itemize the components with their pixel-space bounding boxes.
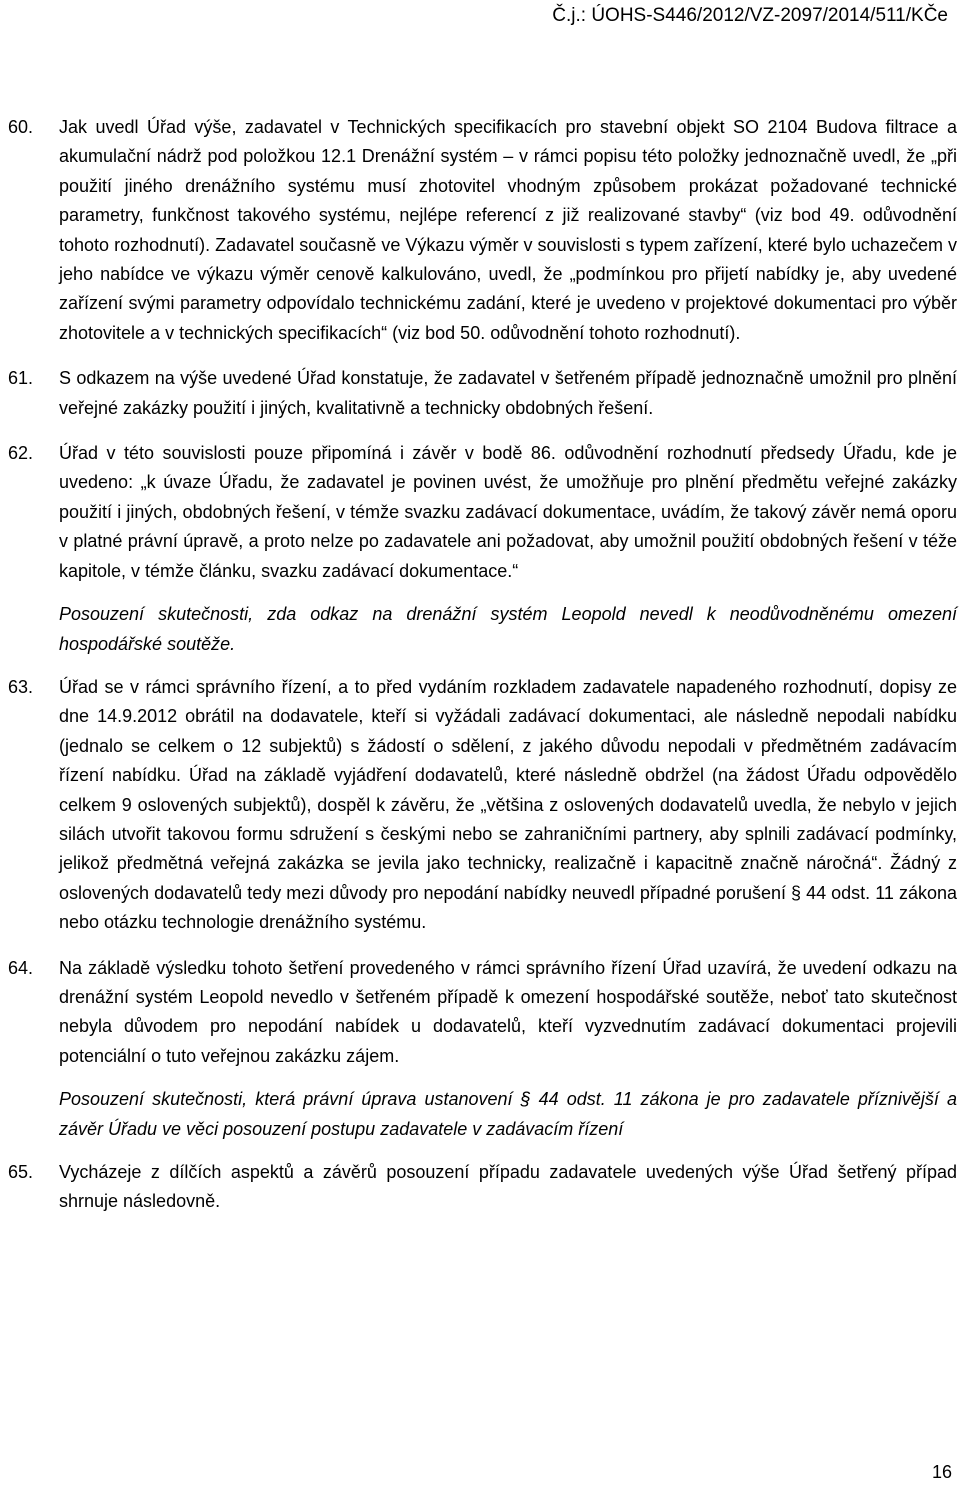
paragraph-text: Jak uvedl Úřad výše, zadavatel v Technických specifikacích pro stavební objekt SO 2104 Budova filtrace a akumulační nádrž pod položkou 12.1 Drenážní systém – v rámci popisu této položky jednoznačně uvedl, že „při použití jiného drenážního systému musí zhotovitel vhodným způsobem prokázat požadované technické parametry, funkčnost takového systému, nejlépe referencí z již realizované stavby“ (viz bod 49. odůvodnění tohoto rozhodnutí). Zadavatel současně ve Výkazu výměr v souvislosti s typem zařízení, které bylo uchazečem v jeho nabídce ve výkazu výměr cenově kalkulováno, uvedl, že „podmínkou pro přijetí nabídky je, aby uvedené zařízení svými parametry odpovídalo technickému zadání, které je uvedeno v projektové dokumentaci pro výběr zhotovitele a v technických specifikacích“ (viz bod 50. odůvodnění tohoto rozhodnutí). (59, 117, 957, 343)
paragraph-text: Vycházeje z dílčích aspektů a závěrů posouzení případu zadavatele uvedených výše Úřad šetřený případ shrnuje následovně. (59, 1162, 957, 1212)
case-reference-header: Č.j.: ÚOHS-S446/2012/VZ-2097/2014/511/KČe (552, 5, 948, 26)
page-number: 16 (931, 1462, 952, 1482)
paragraph-64 (8, 954, 957, 1072)
paragraph-text: Úřad se v rámci správního řízení, a to před vydáním rozkladem zadavatele napadeného rozhodnutí, dopisy ze dne 14.9.2012 obrátil na dodavatele, kteří si vyžádali zadávací dokumentaci, ale následně nepodali nabídku (jednalo se celkem o 12 subjektů) s žádostí o sdělení, z jakého důvodu nepodali v předmětném zadávacím řízení nabídku. Úřad na základě vyjádření dodavatelů, které následně obdržel (na žádost Úřadu odpovědělo celkem 9 oslovených subjektů), dospěl k závěru, že „většina z oslovených dodavatelů uvedla, že nebylo v jejich silách utvořit takovou formu sdružení s českými nebo se zahraničními partnery, aby splnili zadávací podmínky, jelikož předmětná veřejná zakázka se jevila jako technicky, realizačně i kapacitně značně náročná“. Žádný z oslovených dodavatelů tedy mezi důvody pro nepodání nabídky neuvedl případné porušení § 44 odst. 11 zákona nebo otázku technologie drenážního systému. (59, 676, 957, 933)
paragraph-text: Na základě výsledku tohoto šetření provedeného v rámci správního řízení Úřad uzavírá, že uvedení odkazu na drenážní systém Leopold nevedlo v šetřeném případě k omezení hospodářské soutěže, neboť tato skutečnost nebyla důvodem pro nepodání nabídek u dodavatelů, kteří vyzvednutím zadávací dokumentaci projevili potenciální o tuto veřejnou zakázku zájem. (59, 957, 957, 1066)
paragraph-number: 65. (8, 1162, 34, 1182)
section-subheading: Posouzení skutečnosti, která právní úprava ustanovení § 44 odst. 11 zákona je pro zadavatele příznivější a závěr Úřadu ve věci posouzení postupu zadavatele v zadávacím řízení (59, 1089, 957, 1139)
paragraph-number: 63. (8, 676, 34, 697)
paragraph-number: 62. (8, 443, 34, 464)
paragraph-number: 60. (8, 117, 34, 137)
paragraph-number: 64. (8, 957, 34, 978)
paragraph-text: S odkazem na výše uvedené Úřad konstatuje, že zadavatel v šetřeném případě jednoznačně umožnil pro plnění veřejné zakázky použití i jiných, kvalitativně a technicky obdobných řešení. (59, 368, 957, 418)
paragraph-text: Úřad v této souvislosti pouze připomíná i závěr v bodě 86. odůvodnění rozhodnutí předsedy Úřadu, kde je uvedeno: „k úvaze Úřadu, že zadavatel je povinen uvést, že umožňuje pro plnění předmětu veřejné zakázky použití i jiných, obdobných řešení, v témže svazku zadávací dokumentace, uvádím, že takový závěr nemá oporu v platné právní úpravě, a proto nelze po zadavatele ani požadovat, aby umožnil použití obdobných řešení v téže kapitole, v témže článku, svazku zadávací dokumentace.“ (59, 443, 957, 581)
paragraph-62 (8, 439, 957, 586)
paragraph-60 (8, 113, 957, 348)
section-subheading: Posouzení skutečnosti, zda odkaz na drenážní systém Leopold nevedl k neodůvodněnému omezení hospodářské soutěže. (59, 604, 957, 654)
paragraph-number: 61. (8, 368, 34, 389)
paragraph-61 (8, 364, 957, 423)
document-body (8, 113, 957, 1233)
paragraph-65 (8, 1158, 957, 1217)
paragraph-63 (8, 673, 957, 938)
